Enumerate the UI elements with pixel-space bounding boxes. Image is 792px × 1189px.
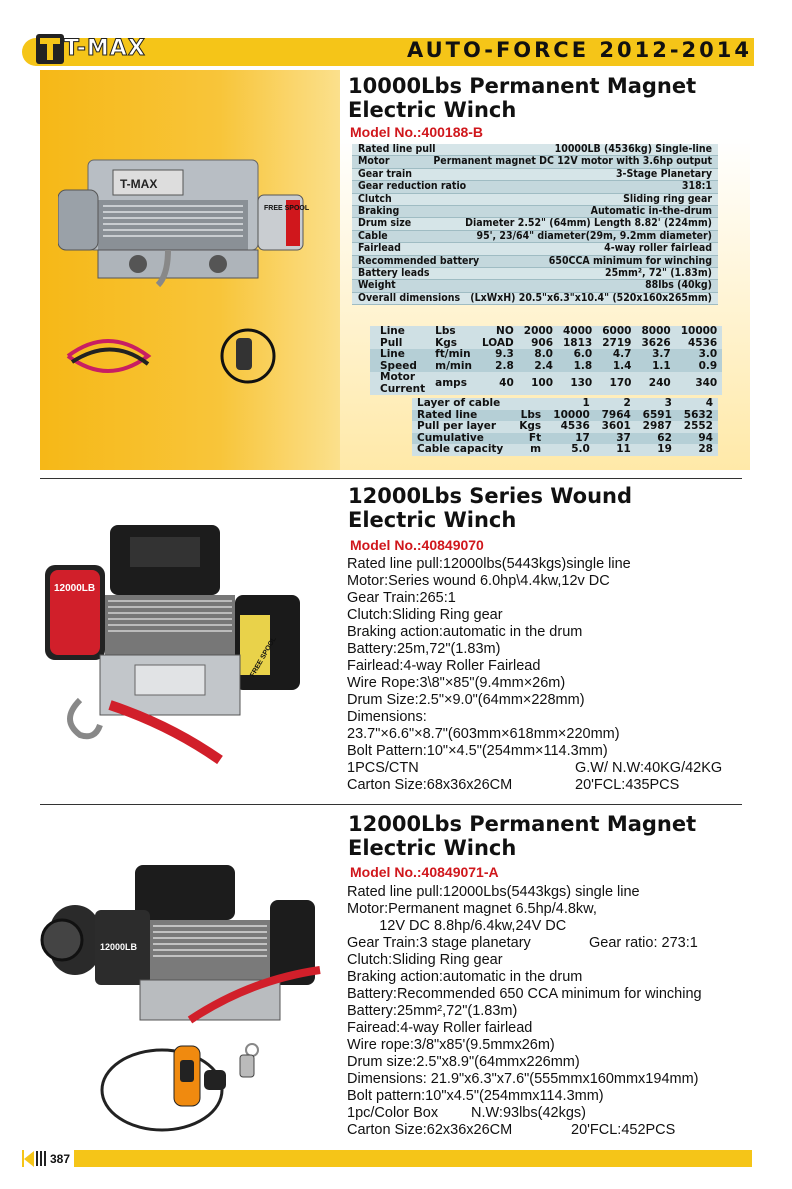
spec-line: Rated line pull:12000Lbs(5443kgs) single line <box>347 884 640 900</box>
table-cell: Kgs <box>519 420 542 432</box>
table-cell: 4536 <box>688 336 718 349</box>
product-1-title <box>348 74 696 122</box>
spec-value: 318:1 <box>681 180 712 193</box>
table-cell: 40 <box>499 376 514 389</box>
table-cell: 94 <box>698 431 713 444</box>
table-cell: 3 <box>664 397 672 409</box>
table-cell: 3.7 <box>652 348 671 360</box>
spec-label: Gear reduction ratio <box>358 180 467 193</box>
spec-right: 20'FCL:435PCS <box>575 777 680 793</box>
spec-label: Battery leads <box>358 267 430 280</box>
spec-line: Battery:25mm²,72"(1.83m) <box>347 1003 518 1019</box>
spec-line: 23.7"×6.6"×8.7"(603mm×618mm×220mm) <box>347 726 620 742</box>
spec-label: Gear train <box>358 167 412 180</box>
table-cell: 6591 <box>642 408 672 421</box>
spec-right: 20'FCL:452PCS <box>571 1122 676 1138</box>
table-cell: 340 <box>695 376 718 389</box>
spec-row <box>352 280 718 292</box>
table-cell: 1.1 <box>652 359 671 372</box>
spec-line: Wire Rope:3\8"×85"(9.4mm×26m) <box>347 675 566 691</box>
spec-pair-line <box>347 935 747 952</box>
table-cell: 19 <box>657 443 672 455</box>
spec-line: Battery:Recommended 650 CCA minimum for winching <box>347 986 702 1002</box>
table-cell: 2 <box>623 397 631 409</box>
series-title: AUTO-FORCE 2012-2014 <box>407 38 752 62</box>
product-3-specs <box>347 884 747 1139</box>
table-cell: Kgs <box>435 336 458 349</box>
table-cell: 8000 <box>641 325 671 337</box>
spec-label: Braking <box>358 205 400 218</box>
table-cell: 3626 <box>641 336 671 349</box>
table-cell: 1 <box>582 397 590 409</box>
spec-line: Rated line pull:12000lbs(5443kgs)single line <box>347 556 631 572</box>
title-line: 12000Lbs Series Wound <box>348 484 633 508</box>
winch-2-lever-label: FREE SPOOL <box>249 635 278 679</box>
winch-1-drum-label: T-MAX <box>120 177 158 191</box>
spec-line: Battery:25m,72"(1.83m) <box>347 641 501 657</box>
table-cell: 906 <box>531 336 553 349</box>
spec-value: Sliding ring gear <box>623 192 712 205</box>
spec-value: 650CCA minimum for winching <box>548 254 712 267</box>
table-cell: NO <box>496 325 514 337</box>
page-marker-icon <box>24 1151 34 1167</box>
table-cell: 17 <box>575 431 590 444</box>
spec-row <box>352 243 718 255</box>
spec-label: Fairlead <box>358 242 401 255</box>
table-cell: 2.4 <box>534 359 553 372</box>
spec-line: Dimensions: 21.9"x6.3"x7.6"(555mmx160mmx194mm) <box>347 1071 699 1087</box>
table-cell: LOAD <box>481 336 514 349</box>
table-cell: 1813 <box>563 336 593 349</box>
spec-value: 10000LB (4536kg) Single-line <box>554 143 712 155</box>
table-cell: 4 <box>705 397 713 409</box>
remote-kit-image <box>92 1030 282 1140</box>
spec-value: 3-Stage Planetary <box>615 167 712 180</box>
wiring-kit-image <box>58 326 328 396</box>
table-cell: Pull per layer <box>417 420 497 432</box>
table-cell: 1.4 <box>612 359 632 372</box>
spec-line: Motor:Series wound 6.0hp\4.4kw,12v DC <box>347 573 610 589</box>
spec-row <box>352 293 718 305</box>
table-row <box>412 398 718 410</box>
winch-3-image <box>40 850 330 1040</box>
brand-name: T-MAX <box>64 36 146 61</box>
table-cell: 11 <box>616 443 631 455</box>
spec-pair-line <box>347 1122 747 1139</box>
spec-pair-line <box>347 760 747 777</box>
winch-2-drum-label: 12000LB <box>54 583 96 594</box>
table-cell: 130 <box>570 376 593 389</box>
table-cell <box>513 398 546 410</box>
product-2-title <box>348 484 632 532</box>
table-row <box>412 444 718 456</box>
table-cell: 4.7 <box>612 348 632 360</box>
spec-pair-line <box>347 777 747 794</box>
table-row <box>370 349 722 361</box>
spec-value: Permanent magnet DC 12V motor with 3.6hp output <box>433 155 712 168</box>
table-cell: 5632 <box>683 408 713 421</box>
motor-current-label: Motor Current <box>380 371 426 395</box>
product-1-spec-table <box>352 144 718 305</box>
spec-label: Drum size <box>358 217 412 230</box>
spec-label: Cable <box>358 229 388 242</box>
table-cell: 8.0 <box>534 348 553 360</box>
spec-value: Automatic in-the-drum <box>590 205 712 218</box>
spec-left: Carton Size:68x36x26CM <box>347 777 513 793</box>
cable-layer-table <box>412 398 718 456</box>
spec-line: 12V DC 8.8hp/6.4kw,24V DC <box>347 918 567 934</box>
spec-value: 95', 23/64" diameter(29m, 9.2mm diameter) <box>476 229 712 242</box>
table-cell: Cable capacity <box>417 443 504 455</box>
table-cell: 4000 <box>563 325 593 337</box>
page-number <box>24 1150 74 1167</box>
table-cell: 100 <box>531 376 553 389</box>
table-row <box>412 421 718 433</box>
table-cell: 240 <box>648 376 671 389</box>
spec-value: Diameter 2.52" (64mm) Length 8.82' (224mm) <box>465 217 712 230</box>
table-cell: Ft <box>528 431 542 444</box>
spec-pair-line <box>347 1105 747 1122</box>
table-cell: Lbs <box>520 408 542 421</box>
title-line: Electric Winch <box>348 508 517 532</box>
spec-row <box>352 181 718 193</box>
table-cell: 3601 <box>601 420 631 432</box>
spec-label: Rated line pull <box>358 143 436 155</box>
table-cell: 7964 <box>601 408 631 421</box>
spec-line: Motor:Permanent magnet 6.5hp/4.8kw, <box>347 901 597 917</box>
winch-1-lever-label: FREE SPOOL <box>264 205 310 212</box>
table-cell: 1.8 <box>573 359 593 372</box>
spec-row <box>352 156 718 168</box>
table-cell: 2552 <box>683 420 713 432</box>
table-cell: 10000 <box>680 325 718 337</box>
table-cell: ft/min <box>435 348 471 360</box>
table-cell: Lbs <box>435 325 456 337</box>
table-cell: 28 <box>698 443 713 455</box>
spec-line: Clutch:Sliding Ring gear <box>347 952 503 968</box>
section-divider <box>40 478 742 479</box>
product-3-title <box>348 812 696 860</box>
spec-left: 1pc/Color Box <box>347 1105 439 1121</box>
table-cell: m/min <box>435 359 472 372</box>
table-cell: Cumulative <box>417 431 484 444</box>
table-cell: 0.9 <box>698 359 718 372</box>
page-stripes-icon <box>36 1151 48 1166</box>
spec-line: Drum Size:2.5"×9.0"(64mm×228mm) <box>347 692 585 708</box>
product-1-model: Model No.:400188-B <box>350 124 484 140</box>
table-cell: 10000 <box>553 408 590 421</box>
spec-line: Braking action:automatic in the drum <box>347 969 583 985</box>
spec-line: Braking action:automatic in the drum <box>347 624 583 640</box>
page-number-text: 387 <box>50 1151 71 1166</box>
table-cell: 3.0 <box>698 348 718 360</box>
winch-1-image <box>58 140 328 320</box>
title-line: 10000Lbs Permanent Magnet <box>348 74 697 98</box>
table-cell: 2987 <box>642 420 672 432</box>
table-cell: Rated line <box>417 408 478 421</box>
footer-bar <box>22 1150 752 1167</box>
performance-table <box>370 326 722 395</box>
title-line: Electric Winch <box>348 836 517 860</box>
table-cell: 37 <box>616 431 631 444</box>
section-divider <box>40 804 742 805</box>
product-3-model: Model No.:40849071-A <box>350 864 499 880</box>
title-line: 12000Lbs Permanent Magnet <box>348 812 697 836</box>
table-cell: 5.0 <box>571 443 590 455</box>
spec-right: G.W/ N.W:40KG/42KG <box>575 760 723 776</box>
table-cell: 170 <box>609 376 632 389</box>
spec-value: 25mm², 72" (1.83m) <box>605 267 712 280</box>
table-cell: 2000 <box>523 325 553 337</box>
spec-line: Bolt pattern:10"x4.5"(254mmx114.3mm) <box>347 1088 604 1104</box>
product-2-specs <box>347 556 747 794</box>
table-cell: 2719 <box>602 336 632 349</box>
line-speed-label: Line Speed <box>380 348 417 372</box>
product-2-model: Model No.:40849070 <box>350 537 484 553</box>
spec-line: Dimensions: <box>347 709 427 725</box>
winch-2-image <box>40 515 330 775</box>
spec-left: 1PCS/CTN <box>347 760 419 776</box>
spec-line: Fairlead:4-way Roller Fairlead <box>347 658 541 674</box>
spec-right: N.W:93lbs(42kgs) <box>471 1105 586 1121</box>
table-cell: amps <box>435 376 467 389</box>
spec-right: Gear ratio: 273:1 <box>589 935 698 951</box>
spec-label: Clutch <box>358 192 392 205</box>
spec-left: Gear Train:3 stage planetary <box>347 935 531 951</box>
table-cell: 9.3 <box>495 348 514 360</box>
table-row <box>370 326 722 338</box>
spec-value: 88lbs (40kg) <box>645 279 712 292</box>
spec-value: 4-way roller fairlead <box>604 242 712 255</box>
table-cell: 62 <box>657 431 672 444</box>
table-cell: 6.0 <box>573 348 593 360</box>
table-cell: Layer of cable <box>417 397 501 409</box>
spec-label: Motor <box>358 155 390 168</box>
winch-3-drum-label: 12000LB <box>100 942 138 952</box>
spec-label: Weight <box>358 279 396 292</box>
spec-left: Carton Size:62x36x26CM <box>347 1122 513 1138</box>
spec-line: Fairead:4-way Roller fairlead <box>347 1020 533 1036</box>
table-cell: 4536 <box>560 420 590 432</box>
title-line: Electric Winch <box>348 98 517 122</box>
table-cell: 2.8 <box>495 359 514 372</box>
spec-line: Wire rope:3/8"x85'(9.5mmx26m) <box>347 1037 555 1053</box>
table-cell: 6000 <box>602 325 632 337</box>
spec-value: (LxWxH) 20.5"x6.3"x10.4" (520x160x265mm) <box>470 291 712 304</box>
table-cell: m <box>530 443 542 455</box>
line-pull-label: Line Pull <box>380 325 405 349</box>
spec-row <box>352 218 718 230</box>
spec-label: Recommended battery <box>358 254 480 267</box>
table-row <box>370 372 722 395</box>
spec-line: Drum size:2.5"x8.9"(64mmx226mm) <box>347 1054 580 1070</box>
spec-line: Bolt Pattern:10"×4.5"(254mm×114.3mm) <box>347 743 608 759</box>
spec-line: Clutch:Sliding Ring gear <box>347 607 503 623</box>
spec-line: Gear Train:265:1 <box>347 590 456 606</box>
spec-label: Overall dimensions <box>358 291 461 304</box>
